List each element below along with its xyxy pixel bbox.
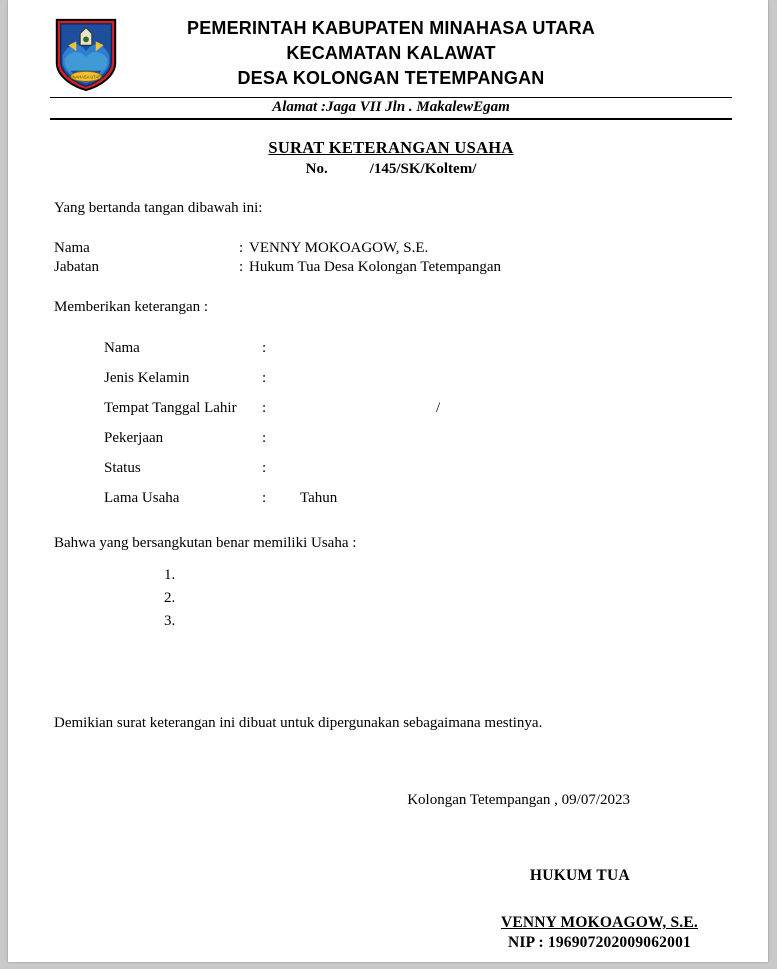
field-value-status[interactable] <box>276 453 738 483</box>
letterhead-line-2: KECAMATAN KALAWAT <box>286 43 496 63</box>
document-number-value: /145/SK/Koltem/ <box>369 161 477 177</box>
field-value-jenis-kelamin[interactable] <box>276 363 738 393</box>
intro-text: Yang bertanda tangan dibawah ini: <box>54 200 263 216</box>
closing-text: Demikian surat keterangan ini dibuat untuk dipergunakan sebagaimana mestinya. <box>54 715 543 731</box>
place-and-date: Kolongan Tetempangan , 09/07/2023 <box>407 792 630 808</box>
signer-nip: NIP : 196907202009062001 <box>507 934 691 951</box>
signatory-row-position <box>54 258 738 277</box>
signer-name: VENNY MOKOAGOW, S.E. <box>500 914 698 931</box>
field-slash-tempat-tanggal-lahir: / <box>436 400 441 416</box>
field-separator-jenis-kelamin: : <box>262 370 267 386</box>
letterhead-divider-bottom <box>50 118 732 120</box>
signatory-position-separator: : <box>239 259 244 275</box>
document-body <box>8 0 768 962</box>
field-row-pekerjaan <box>104 423 738 453</box>
field-value-pekerjaan[interactable] <box>276 423 738 453</box>
field-value-tempat-tanggal-lahir[interactable] <box>276 393 738 423</box>
list-item[interactable]: 1. <box>164 567 176 583</box>
business-list <box>164 564 738 633</box>
field-row-jenis-kelamin <box>104 363 738 393</box>
document-number-label: No. <box>305 161 328 177</box>
field-label-pekerjaan: Pekerjaan <box>104 430 164 446</box>
minahasa-utara-regency-crest-icon <box>50 16 122 92</box>
field-label-jenis-kelamin: Jenis Kelamin <box>104 370 190 386</box>
business-lead-text: Bahwa yang bersangkutan benar memiliki Usaha : <box>54 535 357 551</box>
signatory-row-name <box>54 239 738 258</box>
field-row-status <box>104 453 738 483</box>
list-item[interactable]: 3. <box>164 613 176 629</box>
letter-body <box>44 200 738 885</box>
document-title: SURAT KETERANGAN USAHA <box>268 138 514 157</box>
field-label-nama: Nama <box>104 340 140 356</box>
letterhead-line-1: PEMERINTAH KABUPATEN MINAHASA UTARA <box>187 18 595 38</box>
document-title-block <box>44 138 738 178</box>
signatory-name-label: Nama <box>54 240 90 256</box>
letterhead-address: Alamat :Jaga VII Jln . MakalewEgam <box>272 99 510 115</box>
subject-fields <box>104 333 738 513</box>
signer-position: HUKUM TUA <box>529 867 630 884</box>
field-row-tempat-tanggal-lahir <box>104 393 738 423</box>
field-separator-status: : <box>262 460 267 476</box>
document-number <box>44 161 738 178</box>
signature-block <box>501 914 698 952</box>
field-separator-nama: : <box>262 340 267 356</box>
field-row-lama-usaha <box>104 483 738 513</box>
list-item[interactable]: 2. <box>164 590 176 606</box>
field-value-lama-usaha[interactable] <box>276 483 738 513</box>
signatory-name-value: VENNY MOKOAGOW, S.E. <box>249 240 429 256</box>
statement-lead-text: Memberikan keterangan : <box>54 299 209 315</box>
field-row-nama <box>104 333 738 363</box>
field-separator-tempat-tanggal-lahir: : <box>262 400 267 416</box>
field-label-lama-usaha: Lama Usaha <box>104 490 180 506</box>
field-value-nama[interactable] <box>276 333 738 363</box>
field-separator-pekerjaan: : <box>262 430 267 446</box>
field-label-tempat-tanggal-lahir: Tempat Tanggal Lahir <box>104 400 237 416</box>
letterhead <box>44 10 738 120</box>
field-label-status: Status <box>104 460 141 476</box>
signatory-position-label: Jabatan <box>54 259 99 275</box>
letterhead-line-3: DESA KOLONGAN TETEMPANGAN <box>237 68 545 88</box>
document-page <box>8 0 768 962</box>
field-separator-lama-usaha: : <box>262 490 267 506</box>
field-unit-lama-usaha: Tahun <box>300 490 338 506</box>
signatory-name-separator: : <box>239 240 244 256</box>
svg-text:MINAHASA UTARA: MINAHASA UTARA <box>68 74 104 80</box>
signatory-position-value: Hukum Tua Desa Kolongan Tetempangan <box>249 259 501 275</box>
